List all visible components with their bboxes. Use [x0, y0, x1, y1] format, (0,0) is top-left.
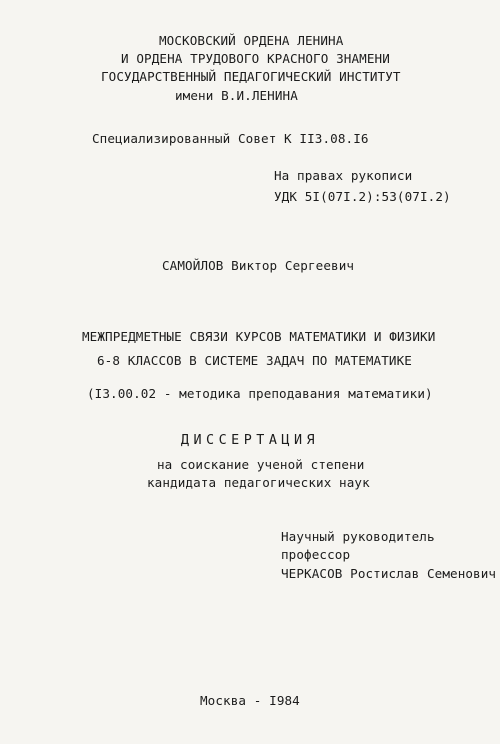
city-year: Москва - I984: [200, 693, 300, 708]
author-name: САМОЙЛОВ Виктор Сергеевич: [162, 258, 355, 273]
supervisor-rank: профессор: [281, 547, 351, 562]
institution-line-2: И ОРДЕНА ТРУДОВОГО КРАСНОГО ЗНАМЕНИ: [121, 51, 390, 66]
council-line: Специализированный Совет К II3.08.I6: [92, 131, 369, 146]
institution-line-1: МОСКОВСКИЙ ОРДЕНА ЛЕНИНА: [159, 33, 344, 48]
supervisor-role: Научный руководитель: [281, 529, 435, 544]
degree-line-1: на соискание ученой степени: [157, 457, 365, 472]
institution-line-4: имени В.И.ЛЕНИНА: [175, 88, 298, 103]
institution-line-3: ГОСУДАРСТВЕННЫЙ ПЕДАГОГИЧЕСКИЙ ИНСТИТУТ: [101, 69, 401, 84]
dissertation-heading: ДИССЕРТАЦИЯ: [180, 433, 320, 448]
manuscript-rights: На правах рукописи: [274, 168, 413, 183]
udc-code: УДК 5I(07I.2):53(07I.2): [274, 189, 451, 204]
degree-line-2: кандидата педагогических наук: [147, 475, 370, 490]
supervisor-name: ЧЕРКАСОВ Ростислав Семенович: [281, 566, 497, 581]
title-line-1: МЕЖПРЕДМЕТНЫЕ СВЯЗИ КУРСОВ МАТЕМАТИКИ И ФИЗИКИ: [82, 329, 436, 344]
title-line-2: 6-8 КЛАССОВ В СИСТЕМЕ ЗАДАЧ ПО МАТЕМАТИКЕ: [97, 353, 412, 368]
specialty-line: (I3.00.02 - методика преподавания математики): [87, 386, 433, 401]
